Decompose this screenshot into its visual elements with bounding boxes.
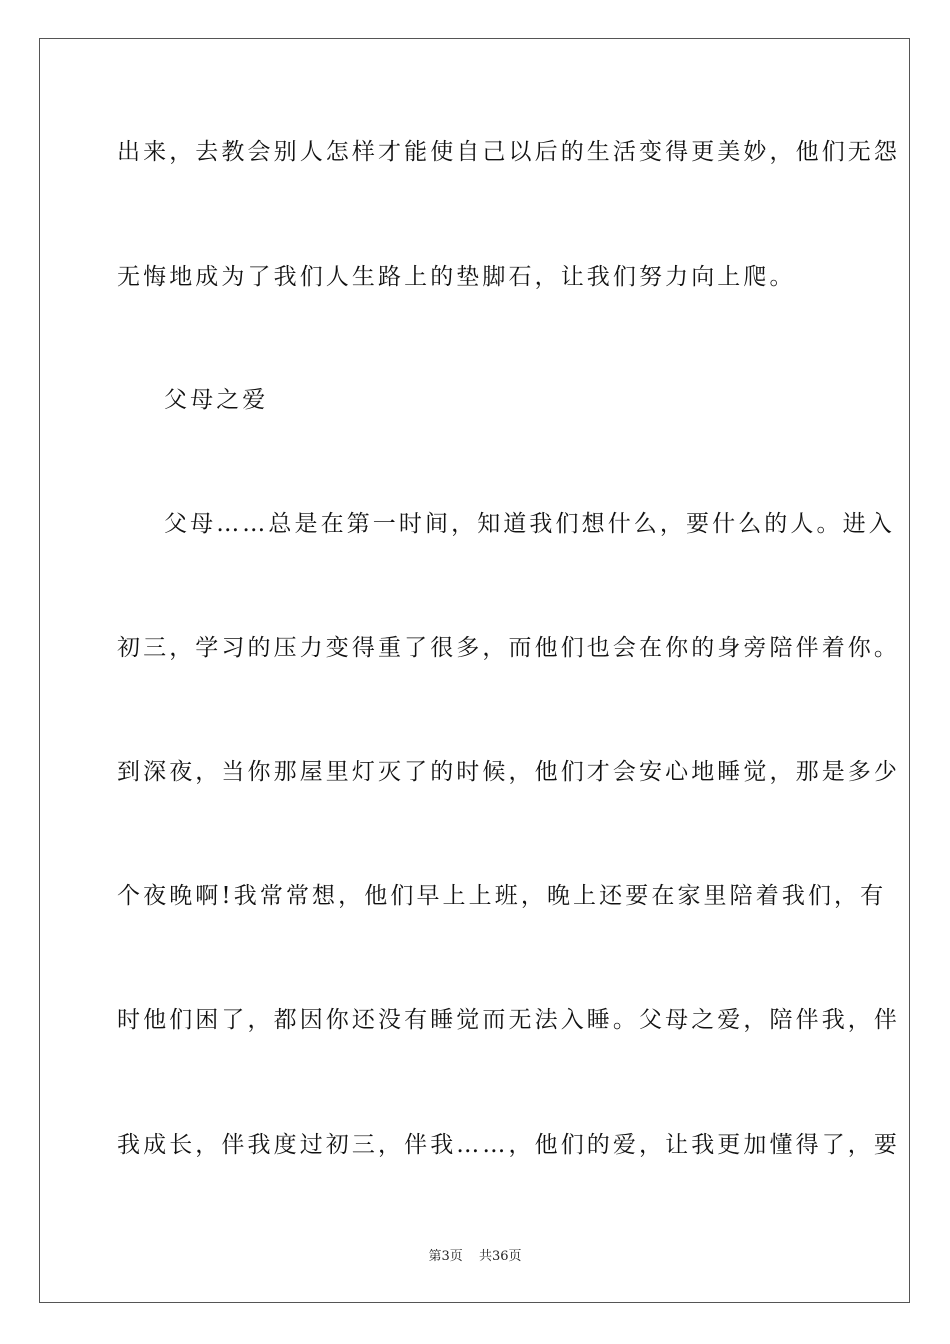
body-text-line: 无悔地成为了我们人生路上的垫脚石，让我们努力向上爬。 bbox=[117, 264, 796, 290]
page-footer bbox=[0, 1248, 950, 1266]
body-text-line: 个夜晚啊!我常常想，他们早上上班，晚上还要在家里陪着我们，有 bbox=[117, 883, 887, 909]
page-total: 共36页 bbox=[478, 1249, 522, 1264]
section-heading: 父母之爱 bbox=[164, 387, 269, 413]
body-text-line: 初三，学习的压力变得重了很多，而他们也会在你的身旁陪伴着你。 bbox=[117, 635, 900, 661]
body-text-line: 出来，去教会别人怎样才能使自己以后的生活变得更美妙，他们无怨 bbox=[117, 139, 900, 165]
body-text-line: 父母……总是在第一时间，知道我们想什么，要什么的人。进入 bbox=[164, 511, 895, 537]
body-text-line: 时他们困了，都因你还没有睡觉而无法入睡。父母之爱，陪伴我，伴 bbox=[117, 1007, 900, 1033]
body-text-line: 我成长，伴我度过初三，伴我……，他们的爱，让我更加懂得了，要 bbox=[117, 1132, 900, 1158]
body-text-line: 到深夜，当你那屋里灯灭了的时候，他们才会安心地睡觉，那是多少 bbox=[117, 759, 900, 785]
page-number: 第3页 bbox=[428, 1249, 463, 1264]
page-border bbox=[39, 38, 910, 1303]
